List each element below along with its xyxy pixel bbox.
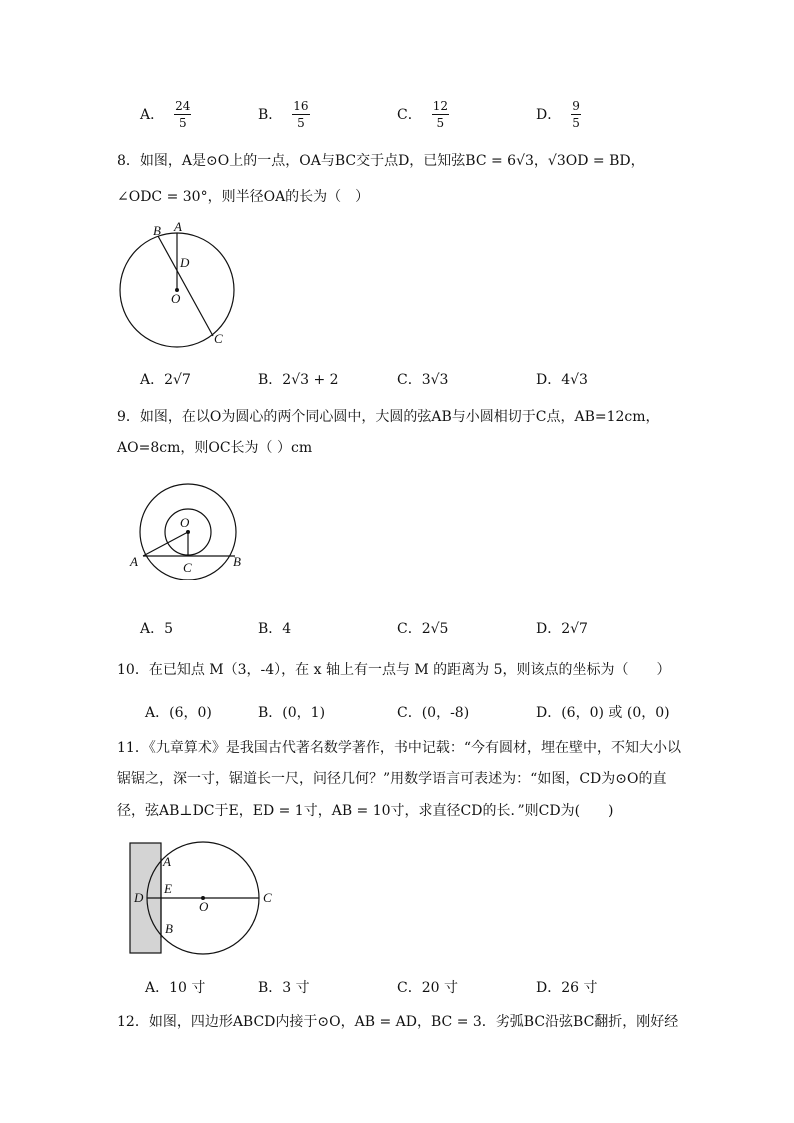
q11-label-b: B <box>165 921 173 936</box>
q8-option-d: D．4√3 <box>536 372 588 388</box>
q7-option-d <box>536 100 581 129</box>
q11-text-line-3: 径，弦AB⊥DC于E，ED = 1寸，AB = 10寸，求直径CD的长．”则CD为( ) <box>117 803 614 819</box>
q8-label-o: O <box>171 291 181 306</box>
q8-label-b: B <box>153 223 161 238</box>
q8-option-a: A．2√7 <box>140 372 191 388</box>
denominator: 5 <box>178 116 187 130</box>
numerator: 12 <box>432 99 448 113</box>
denominator: 5 <box>572 116 580 130</box>
fraction <box>292 100 309 129</box>
q8-text-line-1: 8．如图，A是⊙O上的一点，OA与BC交于点D，已知弦BC = 6√3，√3OD = BD， <box>117 153 645 169</box>
q8-chord-bc <box>158 236 213 336</box>
q8-text-line-2: ∠ODC = 30°，则半径OA的长为（ ） <box>117 189 370 205</box>
q9-option-c: C．2√5 <box>397 621 449 637</box>
q8-option-c: C．3√3 <box>397 372 449 388</box>
q8-label-c: C <box>214 331 223 346</box>
fraction <box>571 100 581 129</box>
fraction <box>432 100 449 129</box>
q10-text-line-1: 10．在已知点 M（3，-4），在 x 轴上有一点与 M 的距离为 5，则该点的坐标为（ ） <box>117 662 671 678</box>
q9-option-a: A．5 <box>140 621 174 637</box>
q11-option-a: A．10 寸 <box>145 980 206 996</box>
q8-label-a: A <box>174 219 182 234</box>
numerator: 24 <box>175 99 191 113</box>
q9-option-b: B．4 <box>258 621 292 637</box>
q11-option-d: D．26 寸 <box>536 980 598 996</box>
option-label: B． <box>258 106 283 123</box>
q9-label-a: A <box>130 554 138 569</box>
option-label: D． <box>536 106 562 123</box>
q7-option-b <box>258 100 310 129</box>
q9-label-o: O <box>180 515 190 530</box>
q11-option-b: B．3 寸 <box>258 980 310 996</box>
q9-option-d: D．2√7 <box>536 621 588 637</box>
q10-option-d: D．(6，0) 或 (0，0) <box>536 705 670 721</box>
q11-label-o: O <box>199 899 209 914</box>
q11-label-e: E <box>164 881 172 896</box>
q9-concentric-circles-figure <box>126 480 256 580</box>
q10-option-c: C．(0，-8) <box>397 705 470 721</box>
q9-label-c: C <box>183 560 192 575</box>
numerator: 16 <box>293 99 309 113</box>
q11-option-c: C．20 寸 <box>397 980 458 996</box>
q11-text-line-2: 锯锯之，深一寸，锯道长一尺，问径几何？”用数学语言可表述为：“如图，CD为⊙O的直 <box>117 771 667 787</box>
q12-text-line-1: 12．如图，四边形ABCD内接于⊙O，AB = AD，BC = 3．劣弧BC沿弦BC翻折，刚好经 <box>117 1014 679 1030</box>
q8-label-d: D <box>180 255 190 270</box>
q10-option-b: B．(0，1) <box>258 705 326 721</box>
q7-option-a <box>140 100 191 129</box>
q11-label-a: A <box>163 854 171 869</box>
denominator: 5 <box>297 116 305 130</box>
q7-option-c <box>397 100 449 129</box>
q9-label-b: B <box>233 554 241 569</box>
q9-center-point <box>186 530 190 534</box>
q9-text-line-2: AO=8cm，则OC长为（ ）cm <box>117 440 313 456</box>
q9-text-line-1: 9．如图，在以O为圆心的两个同心圆中，大圆的弦AB与小圆相切于C点，AB=12cm， <box>117 409 660 425</box>
q8-circle-figure <box>110 215 250 355</box>
numerator: 9 <box>572 99 580 113</box>
q10-option-a: A．(6，0) <box>145 705 212 721</box>
option-label: C． <box>397 106 422 123</box>
q11-label-c: C <box>263 890 272 905</box>
q8-option-b: B．2√3 + 2 <box>258 372 339 388</box>
q11-label-d: D <box>134 890 144 905</box>
fraction <box>174 100 191 129</box>
denominator: 5 <box>436 116 445 130</box>
option-label: A． <box>140 106 165 123</box>
q11-text-line-1: 11．《九章算术》是我国古代著名数学著作，书中记载：“今有圆材，埋在壁中，不知大小以 <box>117 740 681 756</box>
q11-wall-circle-figure <box>126 838 286 958</box>
